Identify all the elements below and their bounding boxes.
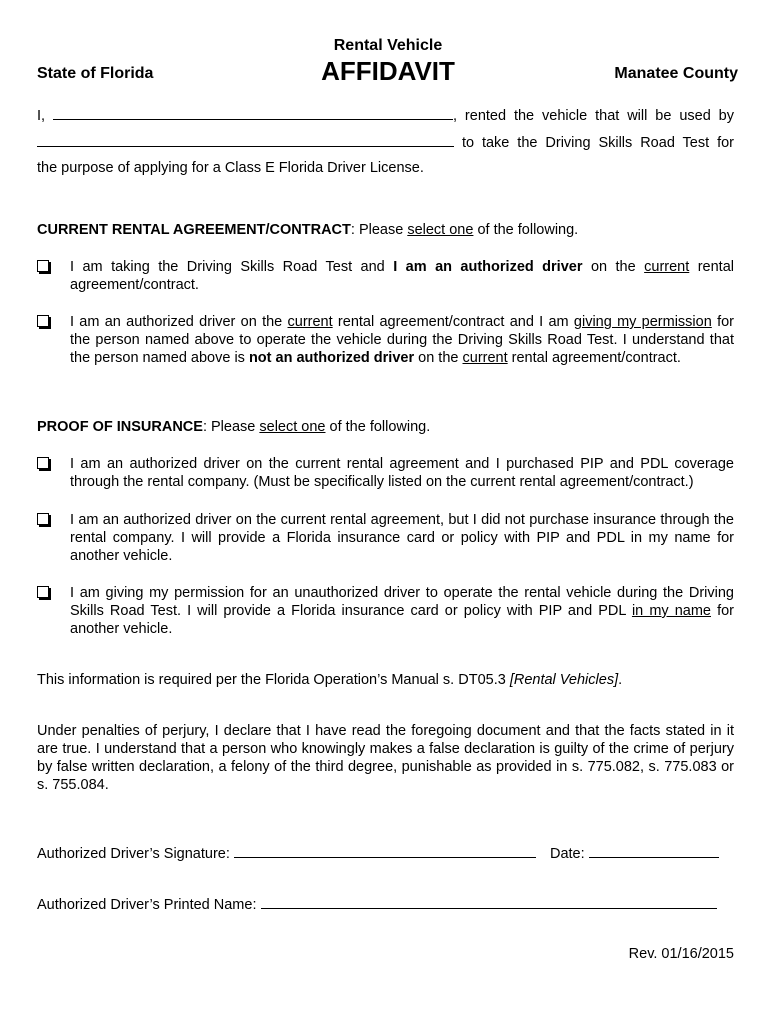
insurance-instruction-post: of the following.: [325, 419, 431, 435]
rental-opt1-e: rental agreement/contract.: [70, 259, 734, 293]
rental-opt2-h: current: [462, 350, 508, 366]
insurance-heading: PROOF OF INSURANCE: [37, 419, 203, 435]
form-subtitle: Rental Vehicle: [333, 37, 443, 54]
rental-heading: CURRENT RENTAL AGREEMENT/CONTRACT: [37, 222, 351, 238]
insurance-option-1-checkbox[interactable]: [37, 457, 49, 469]
insurance-instruction-select: select one: [259, 419, 326, 435]
rental-section-heading: [37, 221, 578, 239]
rental-option-2-text: [70, 313, 734, 367]
rental-opt2-a: I am an authorized driver on the: [70, 314, 288, 330]
info-reference: [Rental Vehicles]: [509, 672, 619, 688]
renter-name-field[interactable]: [53, 105, 453, 120]
intro-line-1: [37, 105, 734, 125]
rental-opt2-c: rental agreement/contract and I am: [332, 314, 574, 330]
intro-road-test-text: to take the Driving Skills Road Test for: [461, 135, 734, 151]
form-title: AFFIDAVIT: [321, 56, 455, 86]
insurance-section-heading: [37, 418, 430, 436]
rental-opt1-c: on the: [582, 259, 645, 275]
insurance-opt3-b: in my name: [631, 603, 711, 619]
rental-instruction-select: select one: [407, 222, 474, 238]
rental-opt1-a: I am taking the Driving Skills Road Test and: [70, 259, 394, 275]
insurance-option-3-checkbox[interactable]: [37, 586, 49, 598]
rental-instruction-pre: : Please: [350, 222, 408, 238]
info-line: [37, 671, 622, 689]
rental-option-1-checkbox[interactable]: [37, 260, 49, 272]
insurance-option-2-text: I am an authorized driver on the current rental agreement, but I did not purchase insurance through the rental company. I will provide a Florida insurance card or policy with PIP and PDL in my name for another vehicle.: [70, 512, 734, 564]
perjury-statement: Under penalties of perjury, I declare that I have read the foregoing document and that the facts stated in it are true. I understand that a person who knowingly makes a false declaration is guilty of the crime of perjury by false written declaration, a felony of the third degree, punishable as provided in s. 775.082, s. 775.083 or s. 755.084.: [37, 723, 734, 793]
rental-opt1-d: current: [644, 259, 690, 275]
county-label: Manatee County: [614, 65, 738, 82]
rental-opt2-g: on the: [414, 350, 463, 366]
printed-name-label: Authorized Driver’s Printed Name:: [37, 897, 257, 913]
signature-label: Authorized Driver’s Signature:: [37, 846, 230, 862]
rental-instruction-post: of the following.: [473, 222, 579, 238]
intro-i-label: I,: [37, 108, 46, 124]
rental-opt2-b: current: [287, 314, 333, 330]
insurance-opt3-c: for another vehicle.: [70, 603, 734, 637]
rental-opt2-i: rental agreement/contract.: [507, 350, 681, 366]
info-end: .: [618, 672, 623, 688]
revision-label: Rev. 01/16/2015: [628, 946, 734, 962]
state-label: State of Florida: [37, 65, 154, 82]
insurance-option-3-text: [70, 584, 734, 638]
intro-line-2: [37, 132, 734, 152]
intro-purpose: the purpose of applying for a Class E Florida Driver License.: [37, 160, 424, 176]
rental-option-1-text: [70, 258, 734, 294]
insurance-instruction-pre: : Please: [202, 419, 260, 435]
info-text: This information is required per the Florida Operation’s Manual s. DT05.3: [37, 672, 510, 688]
intro-rented-text: , rented the vehicle that will be used by: [452, 108, 734, 124]
rental-opt1-b: I am an authorized driver: [393, 259, 583, 275]
rental-opt2-e: for the person named above to operate the vehicle during the Driving Skills Road Test. I understand that the person named above is: [70, 314, 734, 366]
rental-opt2-f: not an authorized driver: [248, 350, 415, 366]
rental-opt2-d: giving my permission: [573, 314, 712, 330]
insurance-option-1-text: I am an authorized driver on the current rental agreement and I purchased PIP and PDL coverage through the rental company. (Must be specifically listed on the current rental agreement/contract.): [70, 456, 734, 490]
rental-option-2-checkbox[interactable]: [37, 315, 49, 327]
printed-name-row: [37, 894, 717, 914]
insurance-option-2-checkbox[interactable]: [37, 513, 49, 525]
date-field[interactable]: [589, 843, 719, 858]
date-label: Date:: [549, 846, 585, 862]
test-taker-name-field[interactable]: [37, 132, 454, 147]
printed-name-field[interactable]: [261, 894, 717, 909]
insurance-opt3-a: I am giving my permission for an unauthorized driver to operate the rental vehicle during the Driving Skills Road Test. I will provide a Florida insurance card or policy with PIP and PDL: [70, 585, 734, 619]
signature-row: [37, 843, 719, 863]
signature-field[interactable]: [234, 843, 536, 858]
